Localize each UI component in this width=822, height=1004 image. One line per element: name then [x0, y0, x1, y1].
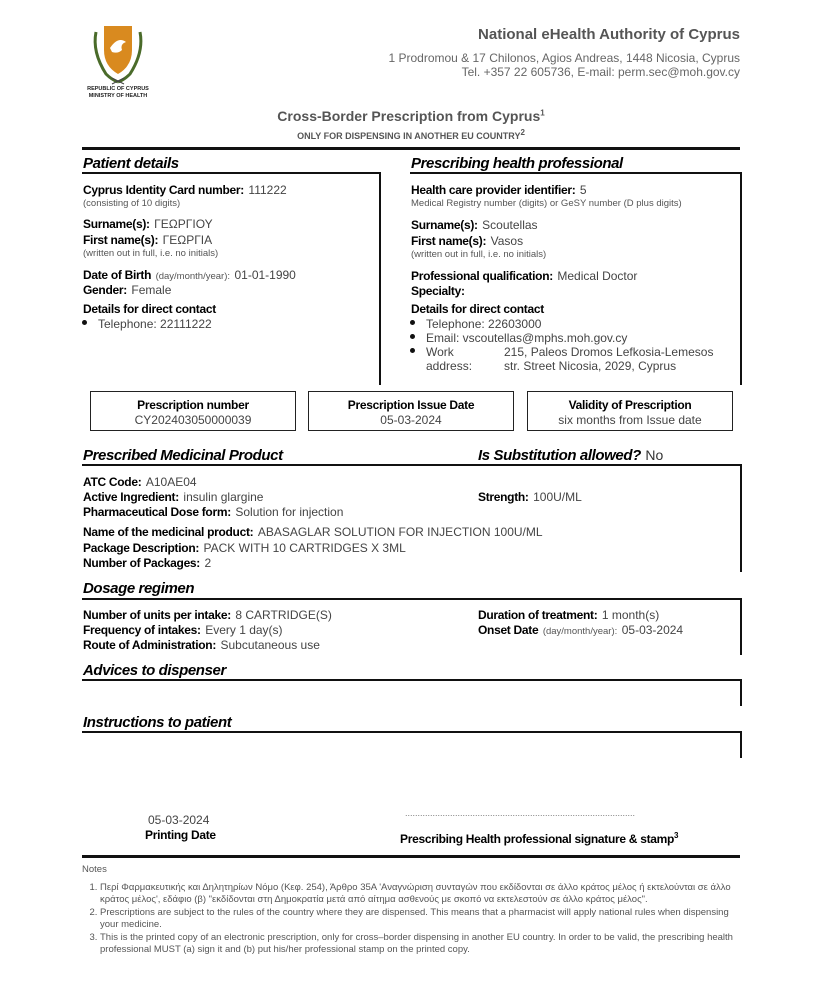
logo-caption-line-2: MINISTRY OF HEALTH — [88, 93, 148, 99]
strength-value: 100U/ML — [533, 490, 582, 504]
doseform-label: Pharmaceutical Dose form: — [83, 505, 231, 519]
professional-telephone: Telephone: 22603000 — [410, 317, 740, 331]
ingredient-label: Active Ingredient: — [83, 490, 179, 504]
professional-specialty-row — [411, 282, 465, 300]
footer-divider — [82, 855, 740, 858]
note-item: 2. Prescriptions are subject to the rules of the country where they are dispensed. This means that a pharmacist will apply national rules when dispensing your medicine. — [100, 907, 744, 931]
instructions-box-top-border — [82, 731, 742, 733]
ingredient-value: insulin glargine — [183, 490, 264, 504]
prescription-number-box — [90, 391, 296, 431]
onset-hint: (day/month/year): — [542, 626, 618, 637]
patient-id-row — [83, 181, 287, 199]
dosage-box-right-border — [740, 598, 742, 655]
packages-count-row — [83, 554, 211, 572]
signature-line: ............................................................................................ — [405, 808, 636, 818]
document-title-text: Cross-Border Prescription from Cyprus — [277, 108, 541, 124]
work-label-line-1: Work — [426, 345, 454, 359]
patient-gender-row — [83, 281, 171, 299]
document-subtitle-text: ONLY FOR DISPENSING IN ANOTHER EU COUNTRY — [297, 131, 521, 141]
patient-dob-value: 01-01-1990 — [234, 268, 296, 282]
organization-address: 1 Prodromou & 17 Chilonos, Agios Andreas, 1448 Nicosia, Cyprus — [388, 51, 740, 65]
patient-id-hint: (consisting of 10 digits) — [83, 198, 181, 209]
product-name-value: ABASAGLAR SOLUTION FOR INJECTION 100U/ML — [257, 525, 543, 539]
professional-id-value: 5 — [579, 183, 587, 197]
note-item: 1. Περί Φαρμακευτικής και Δηλητηρίων Νόμο (Κεφ. 254), Άρθρο 35Α 'Αναγνώριση συνταγών που εκδίδονται σε άλλο κράτος μέλος ή εκτελούνται σε άλλο κράτος μέλος', εδάφιο (β) "εκδίδονται στη Δημοκρατία μετά από αίτημα ασθενούς με σκοπό να εκτελεστούν σε άλλο κράτος μέλος". — [100, 882, 744, 906]
route-value: Subcutaneous use — [220, 638, 320, 652]
patient-box-top-border — [82, 172, 381, 174]
work-address-label — [426, 345, 504, 373]
notes-heading: Notes — [82, 864, 107, 875]
route-row — [83, 636, 320, 654]
work-address-line-2: str. Street Nicosia, 2029, Cyprus — [504, 359, 677, 373]
professional-box-top-border — [410, 172, 742, 174]
patient-box-right-border — [379, 172, 381, 385]
professional-box-right-border — [740, 172, 742, 385]
product-heading: Prescribed Medicinal Product — [83, 447, 283, 464]
patient-id-label: Cyprus Identity Card number: — [83, 183, 244, 197]
patient-gender-value: Female — [131, 283, 172, 297]
footnote-ref-3: 3 — [674, 831, 679, 840]
substitution-value: No — [645, 447, 664, 463]
organization-name: National eHealth Authority of Cyprus — [478, 26, 740, 43]
packages-count-value: 2 — [204, 556, 212, 570]
product-box-top-border — [82, 464, 742, 466]
printing-date-value: 05-03-2024 — [148, 813, 210, 827]
package-label: Package Description: — [83, 541, 200, 555]
strength-label: Strength: — [478, 490, 529, 504]
patient-dob-hint: (day/month/year): — [155, 271, 231, 282]
doseform-row — [83, 503, 343, 521]
onset-label: Onset Date — [478, 623, 539, 637]
notes-section — [82, 864, 744, 957]
packages-count-label: Number of Packages: — [83, 556, 201, 570]
professional-firstname-label: First name(s): — [411, 234, 487, 248]
professional-contact-heading: Details for direct contact — [411, 302, 544, 316]
product-name-label: Name of the medicinal product: — [83, 525, 254, 539]
logo-caption — [78, 86, 158, 100]
professional-contact-list — [410, 317, 740, 373]
professional-work-address — [410, 345, 740, 373]
professional-id-row — [411, 181, 587, 199]
professional-email: Email: vscoutellas@mphs.moh.gov.cy — [410, 331, 740, 345]
validity-label: Validity of Prescription — [568, 398, 692, 412]
patient-name-hint: (written out in full, i.e. no initials) — [83, 248, 219, 259]
professional-firstname-value: Vasos — [490, 234, 524, 248]
patient-surname-label: Surname(s): — [83, 217, 150, 231]
frequency-label: Frequency of intakes: — [83, 623, 201, 637]
professional-name-hint: (written out in full, i.e. no initials) — [411, 249, 547, 260]
logo-caption-line-1: REPUBLIC OF CYPRUS — [87, 86, 149, 92]
printing-date-label: Printing Date — [145, 828, 216, 842]
signature-label-text: Prescribing Health professional signature & stamp — [400, 832, 675, 846]
professional-surname-value: Scoutellas — [482, 218, 538, 232]
organization-contact: Tel. +357 22 605736, E-mail: perm.sec@moh.gov.cy — [461, 65, 740, 79]
work-label-line-2: address: — [426, 359, 473, 373]
work-address-line-1: 215, Paleos Dromos Lefkosia-Lemesos — [504, 345, 714, 359]
issue-date-label: Prescription Issue Date — [347, 398, 475, 412]
dosage-heading: Dosage regimen — [83, 580, 195, 597]
top-divider — [82, 147, 740, 150]
patient-id-value: 111222 — [248, 183, 287, 197]
prescription-number-value: CY202403050000039 — [134, 413, 252, 427]
signature-label — [400, 831, 678, 846]
duration-value: 1 month(s) — [601, 608, 660, 622]
note-item: 3. This is the printed copy of an electronic prescription, only for cross–border dispensing in another EU country. In order to be valid, the prescribing health professional MUST (a) sign it and (b) put his/her professional stamp on the printed copy. — [100, 932, 744, 956]
instructions-heading: Instructions to patient — [83, 714, 232, 731]
document-title — [0, 108, 822, 124]
patient-gender-label: Gender: — [83, 283, 127, 297]
professional-id-hint: Medical Registry number (digits) or GeSY number (D plus digits) — [411, 198, 682, 209]
footnote-ref-2: 2 — [520, 128, 525, 137]
professional-heading: Prescribing health professional — [411, 155, 623, 172]
advices-box-right-border — [740, 679, 742, 706]
patient-contact-list — [82, 317, 212, 331]
prescription-number-label: Prescription number — [137, 398, 249, 412]
frequency-value: Every 1 day(s) — [205, 623, 283, 637]
substitution-row — [478, 447, 663, 465]
document-subtitle — [0, 128, 822, 141]
onset-value: 05-03-2024 — [621, 623, 684, 637]
route-label: Route of Administration: — [83, 638, 217, 652]
validity-value: six months from Issue date — [558, 413, 702, 427]
patient-surname-value: ΓΕΩΡΓΙΟΥ — [154, 217, 213, 231]
patient-dob-label: Date of Birth — [83, 268, 152, 282]
work-address-value — [504, 345, 713, 373]
issue-date-value: 05-03-2024 — [380, 413, 442, 427]
validity-box — [527, 391, 733, 431]
notes-list — [82, 882, 744, 956]
patient-contact-heading: Details for direct contact — [83, 302, 216, 316]
professional-surname-label: Surname(s): — [411, 218, 478, 232]
atc-value: A10AE04 — [145, 475, 197, 489]
strength-row — [478, 488, 582, 506]
footnote-ref-1: 1 — [540, 108, 545, 118]
patient-firstname-value: ΓΕΩΡΓΙΑ — [162, 233, 213, 247]
patient-telephone: Telephone: 22111222 — [82, 317, 212, 331]
doseform-value: Solution for injection — [235, 505, 344, 519]
professional-firstname-row — [411, 232, 523, 250]
issue-date-box — [308, 391, 514, 431]
onset-row — [478, 621, 683, 639]
professional-specialty-label: Specialty: — [411, 284, 465, 298]
advices-heading: Advices to dispenser — [83, 662, 226, 679]
dosage-box-top-border — [82, 598, 742, 600]
units-label: Number of units per intake: — [83, 608, 231, 622]
patient-firstname-label: First name(s): — [83, 233, 159, 247]
package-value: PACK WITH 10 CARTRIDGES X 3ML — [203, 541, 406, 555]
professional-id-label: Health care provider identifier: — [411, 183, 576, 197]
duration-label: Duration of treatment: — [478, 608, 598, 622]
patient-firstname-row — [83, 231, 212, 249]
instructions-box-right-border — [740, 731, 742, 758]
patient-details-heading: Patient details — [83, 155, 179, 172]
product-box-right-border — [740, 464, 742, 572]
atc-label: ATC Code: — [83, 475, 142, 489]
substitution-label: Is Substitution allowed? — [478, 447, 641, 464]
professional-qualification-value: Medical Doctor — [557, 269, 638, 283]
advices-box-top-border — [82, 679, 742, 681]
units-value: 8 CARTRIDGE(S) — [235, 608, 332, 622]
professional-qualification-label: Professional qualification: — [411, 269, 553, 283]
